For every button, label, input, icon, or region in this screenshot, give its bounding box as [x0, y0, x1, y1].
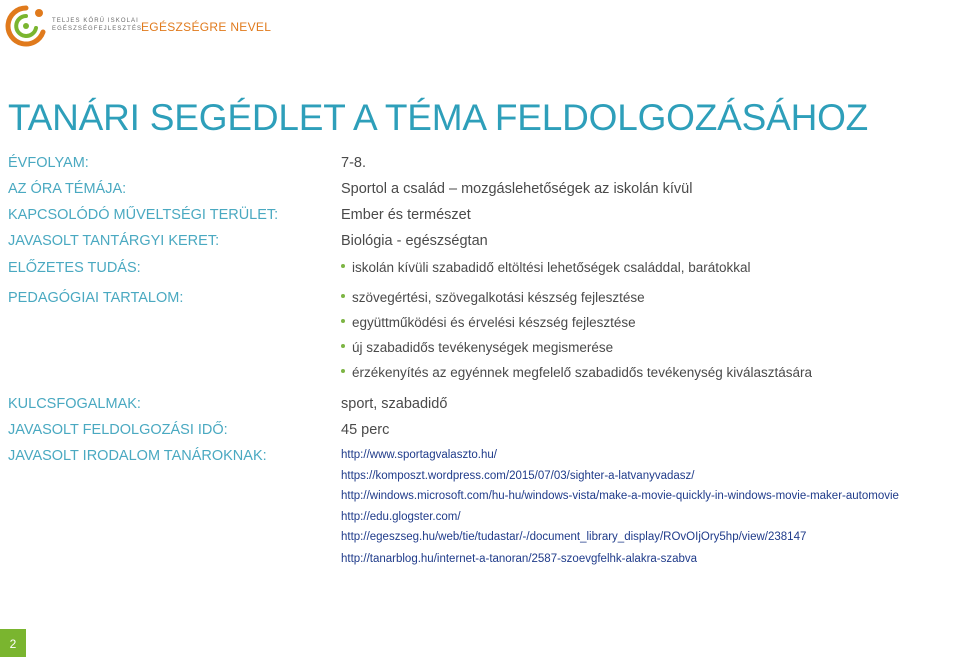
- pedagogical-content-label: PEDAGÓGIAI TARTALOM:: [8, 290, 184, 306]
- bullet-icon: [341, 294, 345, 298]
- subject-area-label: KAPCSOLÓDÓ MŰVELTSÉGI TERÜLET:: [8, 207, 279, 223]
- org-line-2: EGÉSZSÉGFEJLESZTÉS: [52, 26, 143, 32]
- time-value: 45 perc: [341, 422, 390, 438]
- literature-link[interactable]: http://windows.microsoft.com/hu-hu/windows-vista/make-a-movie-quickly-in-windows-movie-maker-automovie: [341, 490, 899, 502]
- pedagogical-item: [341, 290, 645, 305]
- curriculum-label: JAVASOLT TANTÁRGYI KERET:: [8, 233, 220, 249]
- brand-slogan: EGÉSZSÉGRE NEVEL: [141, 20, 272, 34]
- literature-label: JAVASOLT IRODALOM TANÁROKNAK:: [8, 448, 267, 464]
- bullet-text: iskolán kívüli szabadidő eltöltési lehetőségek családdal, barátokkal: [352, 260, 751, 275]
- organization-name: [52, 17, 142, 33]
- page-title: TANÁRI SEGÉDLET A TÉMA FELDOLGOZÁSÁHOZ: [8, 97, 869, 138]
- bullet-text: együttműködési és érvelési készség fejlesztése: [352, 315, 636, 330]
- prior-knowledge-label: ELŐZETES TUDÁS:: [8, 260, 141, 276]
- bullet-icon: [341, 344, 345, 348]
- subject-area-value: Ember és természet: [341, 207, 471, 223]
- bullet-icon: [341, 369, 345, 373]
- literature-link[interactable]: http://www.sportagvalaszto.hu/: [341, 449, 497, 461]
- bullet-text: szövegértési, szövegalkotási készség fejlesztése: [352, 290, 645, 305]
- bullet-icon: [341, 319, 345, 323]
- topic-label: AZ ÓRA TÉMÁJA:: [8, 181, 127, 197]
- prior-knowledge-item: [341, 260, 751, 275]
- bullet-text: érzékenyítés az egyénnek megfelelő szabadidős tevékenység kiválasztására: [352, 365, 813, 380]
- grade-value: 7-8.: [341, 155, 366, 171]
- pedagogical-item: [341, 365, 812, 380]
- page-number-badge: 2: [0, 629, 26, 657]
- literature-link[interactable]: https://komposzt.wordpress.com/2015/07/03/sighter-a-latvanyvadasz/: [341, 470, 695, 482]
- curriculum-value: Biológia - egészségtan: [341, 233, 488, 249]
- key-concepts-value: sport, szabadidő: [341, 396, 448, 412]
- grade-label: ÉVFOLYAM:: [8, 155, 89, 171]
- topic-value: Sportol a család – mozgáslehetőségek az iskolán kívül: [341, 181, 693, 197]
- pedagogical-item: [341, 340, 613, 355]
- bullet-text: új szabadidős tevékenységek megismerése: [352, 340, 614, 355]
- bullet-icon: [341, 264, 345, 268]
- time-label: JAVASOLT FELDOLGOZÁSI IDŐ:: [8, 422, 228, 438]
- org-line-1: TELJES KÖRŰ ISKOLAI: [52, 18, 139, 24]
- literature-link[interactable]: http://tanarblog.hu/internet-a-tanoran/2587-szoevgfelhk-alakra-szabva: [341, 553, 698, 565]
- health-logo-icon: [5, 4, 47, 48]
- page-header: [0, 0, 960, 52]
- key-concepts-label: KULCSFOGALMAK:: [8, 396, 141, 412]
- literature-link[interactable]: http://edu.glogster.com/: [341, 511, 461, 523]
- pedagogical-item: [341, 315, 636, 330]
- literature-link[interactable]: http://egeszseg.hu/web/tie/tudastar/-/document_library_display/ROvOIjOry5hp/view/238147: [341, 531, 807, 543]
